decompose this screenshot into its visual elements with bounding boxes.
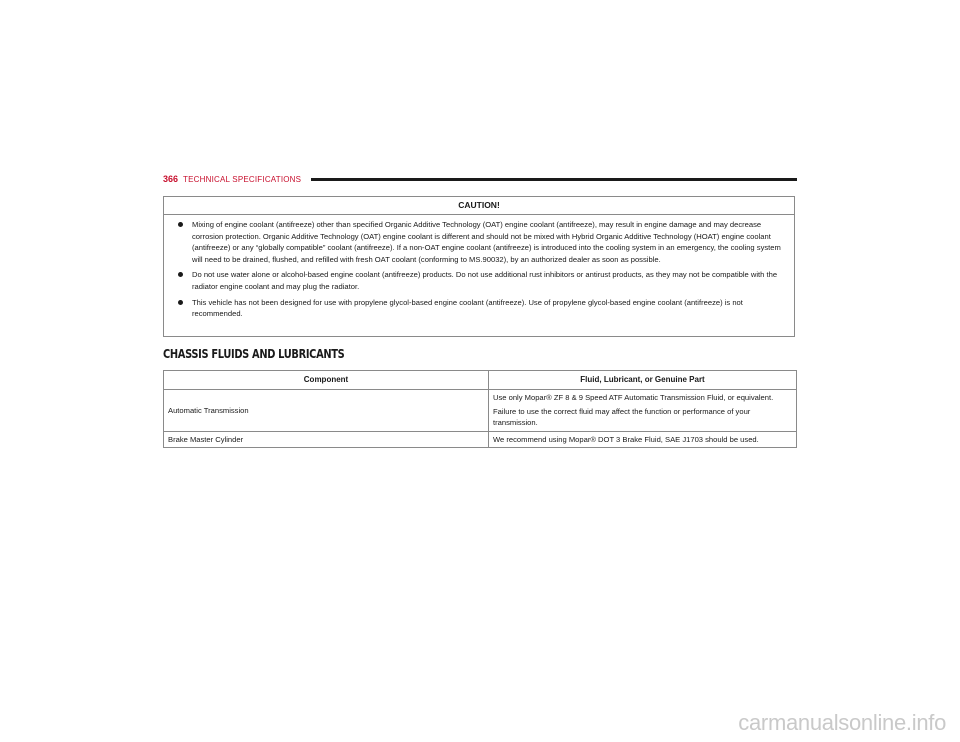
table-header-row	[164, 371, 797, 390]
fluid-cell	[489, 431, 797, 448]
header-rule	[311, 178, 797, 181]
section-heading: CHASSIS FLUIDS AND LUBRICANTS	[163, 347, 345, 361]
section-title: TECHNICAL SPECIFICATIONS	[183, 174, 302, 184]
bullet-icon	[178, 300, 183, 305]
component-cell: Automatic Transmission	[164, 390, 489, 432]
fluid-line: Failure to use the correct fluid may affect the function or performance of your transmission.	[493, 406, 751, 428]
caution-item	[178, 219, 788, 265]
column-header-fluid: Fluid, Lubricant, or Genuine Part	[489, 371, 797, 390]
caution-title: CAUTION!	[164, 197, 794, 215]
page-header	[163, 172, 797, 186]
bullet-icon	[178, 272, 183, 277]
column-header-component: Component	[164, 371, 489, 390]
page-number: 366	[163, 174, 179, 184]
caution-item	[178, 269, 788, 292]
table-row	[164, 390, 797, 432]
caution-item	[178, 297, 788, 320]
fluids-table	[163, 370, 797, 448]
fluid-line: Use only Mopar® ZF 8 & 9 Speed ATF Automatic Transmission Fluid, or equivalent.	[493, 393, 774, 402]
fluid-cell	[489, 390, 797, 432]
caution-list	[164, 215, 794, 320]
fluid-line: We recommend using Mopar® DOT 3 Brake Fluid, SAE J1703 should be used.	[493, 434, 759, 444]
caution-box	[163, 196, 795, 337]
table-row	[164, 431, 797, 448]
bullet-icon	[178, 222, 183, 227]
caution-item-text: This vehicle has not been designed for use with propylene glycol-based engine coolant (antifreeze). Use of propylene glycol-based engine coolant (antifreeze) is not recommended.	[192, 297, 743, 319]
caution-item-text: Mixing of engine coolant (antifreeze) other than specified Organic Additive Technology (OAT) engine coolant (antifreeze), may result in engine damage and may decrease corrosion protection. Organic Additive Technology (OAT) engine coolant is different and should not be mixed with Hybrid Organic Additive Technology (HOAT) engine coolant (antifreeze) or any “globally compatible” coolant (antifreeze). If a non-OAT engine coolant (antifreeze) is introduced into the cooling system in an emergency, the cooling system will need to be drained, flushed, and refilled with fresh OAT coolant (conforming to MS.90032), by an authorized dealer as soon as possible.	[192, 220, 781, 264]
caution-item-text: Do not use water alone or alcohol-based engine coolant (antifreeze) products. Do not use additional rust inhibitors or antirust products, as they may not be compatible with the radiator engine coolant and may plug the radiator.	[192, 270, 778, 291]
component-cell: Brake Master Cylinder	[164, 431, 489, 448]
watermark: carmanualsonline.info	[738, 710, 946, 735]
